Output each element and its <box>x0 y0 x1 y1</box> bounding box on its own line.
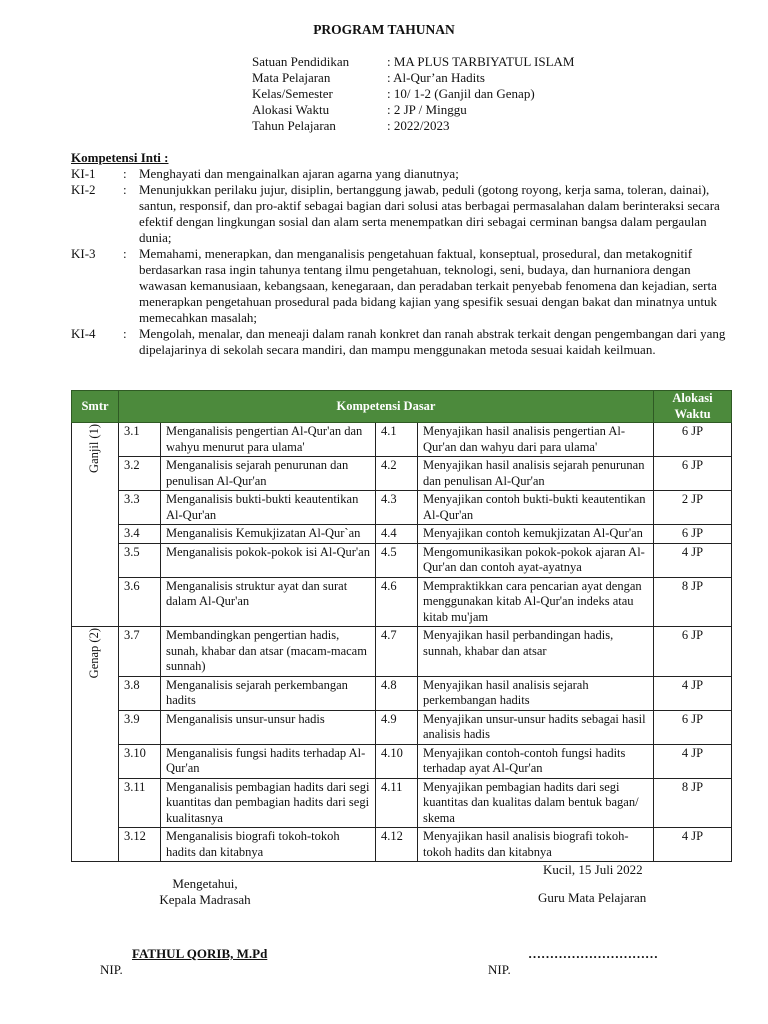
kd3-text: Menganalisis sejarah perkembangan hadits <box>161 676 376 710</box>
table-row <box>72 710 732 744</box>
table-row <box>72 577 732 627</box>
jp-cell: 4 JP <box>654 543 732 577</box>
kd3-text: Menganalisis biografi tokoh-tokoh hadits dan kitabnya <box>161 828 376 862</box>
kd3-number: 3.8 <box>119 676 161 710</box>
ki-colon: : <box>123 246 127 261</box>
table-row <box>72 744 732 778</box>
kd4-text: Menyajikan contoh bukti-bukti keautentikan Al-Qur'an <box>418 491 654 525</box>
jp-cell: 6 JP <box>654 525 732 544</box>
semester-label: Genap (2) <box>87 628 102 679</box>
info-value: : 2 JP / Minggu <box>387 102 467 117</box>
kd3-text: Menganalisis pokok-pokok isi Al-Qur'an <box>161 543 376 577</box>
kd4-text: Menyajikan contoh-contoh fungsi hadits terhadap ayat Al-Qur'an <box>418 744 654 778</box>
header-alokasi-waktu: Alokasi Waktu <box>654 391 732 423</box>
kd3-number: 3.12 <box>119 828 161 862</box>
kd4-text: Menyajikan contoh kemukjizatan Al-Qur'an <box>418 525 654 544</box>
kd4-number: 4.11 <box>376 778 418 828</box>
kd4-text: Menyajikan hasil analisis sejarah perkembangan hadits <box>418 676 654 710</box>
info-row <box>252 102 574 118</box>
table-row <box>72 828 732 862</box>
ki-code: KI-1 <box>71 166 96 181</box>
kd4-text: Mempraktikkan cara pencarian ayat dengan menggunakan kitab Al-Qur'an indeks atau kitab mu'jam <box>418 577 654 627</box>
kd3-text: Menganalisis bukti-bukti keautentikan Al-Qur'an <box>161 491 376 525</box>
kd4-text: Menyajikan hasil analisis biografi tokoh-tokoh hadits dan kitabnya <box>418 828 654 862</box>
info-label: Tahun Pelajaran <box>252 118 336 133</box>
jp-cell: 2 JP <box>654 491 732 525</box>
jp-cell: 6 JP <box>654 710 732 744</box>
header-smtr: Smtr <box>72 391 119 423</box>
table-header-row <box>72 391 732 423</box>
ki-heading: Kompetensi Inti : <box>71 150 169 165</box>
signature-date: Kucil, 15 Juli 2022 <box>543 862 643 877</box>
kd4-number: 4.8 <box>376 676 418 710</box>
kd4-text: Mengomunikasikan pokok-pokok ajaran Al-Qur'an dan contoh ayat-ayatnya <box>418 543 654 577</box>
jp-cell: 4 JP <box>654 744 732 778</box>
kd3-number: 3.10 <box>119 744 161 778</box>
ki-text: Menunjukkan perilaku jujur, disiplin, bertanggung jawab, peduli (gotong royong, kerja sama, toleran, dainai), santun, responsif, dan pro-aktif sebagai bagian dari solusi atas berbagai permasalahan dalam berinteraksi secara efektif dengan lingkungan sosial dan alam serta menempatkan diri sebagai cerminan bangsa dalam pergaulan dunia; <box>139 182 720 245</box>
semester-label: Ganjil (1) <box>87 424 102 473</box>
ki-text: Mengolah, menalar, dan meneaji dalam ranah konkret dan ranah abstrak terkait dengan pengembangan dari yang dipelajarinya di sekolah secara mandiri, dan mampu menggunakan metoda sesuai kaidah keilmuan. <box>139 326 726 357</box>
kd3-number: 3.2 <box>119 457 161 491</box>
jp-cell: 8 JP <box>654 577 732 627</box>
info-row <box>252 118 574 134</box>
kd4-number: 4.4 <box>376 525 418 544</box>
semester-cell <box>72 423 119 627</box>
kd3-text: Membandingkan pengertian hadis, sunah, khabar dan atsar (macam-macam sunnah) <box>161 627 376 677</box>
table-row <box>72 525 732 544</box>
signature-left-line1: Mengetahui, <box>172 876 238 891</box>
semester-cell <box>72 627 119 862</box>
kd3-number: 3.11 <box>119 778 161 828</box>
kd3-number: 3.6 <box>119 577 161 627</box>
jp-cell: 4 JP <box>654 676 732 710</box>
ki-colon: : <box>123 326 127 341</box>
kd3-number: 3.1 <box>119 423 161 457</box>
kd4-number: 4.5 <box>376 543 418 577</box>
table-row <box>72 423 732 457</box>
kd3-text: Menganalisis sejarah penurunan dan penulisan Al-Qur'an <box>161 457 376 491</box>
signature-right-title: Guru Mata Pelajaran <box>538 890 647 905</box>
ki-text: Menghayati dan mengainalkan ajaran agarna yang dianutnya; <box>139 166 459 181</box>
kd4-number: 4.6 <box>376 577 418 627</box>
kd4-number: 4.3 <box>376 491 418 525</box>
jp-cell: 6 JP <box>654 627 732 677</box>
info-value: : 2022/2023 <box>387 118 450 133</box>
kd4-text: Menyajikan unsur-unsur hadits sebagai hasil analisis hadis <box>418 710 654 744</box>
kd3-number: 3.5 <box>119 543 161 577</box>
table-row <box>72 676 732 710</box>
jp-cell: 6 JP <box>654 423 732 457</box>
info-row <box>252 70 574 86</box>
ki-colon: : <box>123 182 127 197</box>
jp-cell: 6 JP <box>654 457 732 491</box>
signature-left-block <box>150 876 260 908</box>
ki-list <box>71 166 731 358</box>
table-row <box>72 778 732 828</box>
table-row <box>72 627 732 677</box>
kd4-number: 4.9 <box>376 710 418 744</box>
info-label: Mata Pelajaran <box>252 70 331 85</box>
jp-cell: 4 JP <box>654 828 732 862</box>
kd3-number: 3.4 <box>119 525 161 544</box>
ki-code: KI-3 <box>71 246 96 261</box>
info-value: : 10/ 1-2 (Ganjil dan Genap) <box>387 86 535 101</box>
kd3-text: Menganalisis pembagian hadits dari segi kuantitas dan pembagian hadits dari segi kualitasnya <box>161 778 376 828</box>
kd3-text: Menganalisis unsur-unsur hadis <box>161 710 376 744</box>
teacher-nip: NIP. <box>488 962 511 977</box>
kd4-number: 4.7 <box>376 627 418 677</box>
info-row <box>252 86 574 102</box>
info-row <box>252 54 574 70</box>
ki-item <box>71 182 731 246</box>
document-title: PROGRAM TAHUNAN <box>313 22 455 37</box>
info-label: Alokasi Waktu <box>252 102 330 117</box>
kd3-text: Menganalisis pengertian Al-Qur'an dan wahyu menurut para ulama' <box>161 423 376 457</box>
kd4-text: Menyajikan hasil analisis pengertian Al-Qur'an dan wahyu dari para ulama' <box>418 423 654 457</box>
info-label: Satuan Pendidikan <box>252 54 350 69</box>
ki-item <box>71 246 731 326</box>
headmaster-name: FATHUL QORIB, M.Pd <box>132 946 268 961</box>
kd3-text: Menganalisis Kemukjizatan Al-Qur`an <box>161 525 376 544</box>
info-value: : Al-Qur’an Hadits <box>387 70 485 85</box>
ki-code: KI-4 <box>71 326 96 341</box>
ki-text: Memahami, menerapkan, dan menganalisis pengetahuan faktual, konseptual, prosedural, dan metakognitif berdasarkan rasa ingin tahunya tentang ilmu pengetahuan, teknologi, seni, budaya, dan hurnaniora dengan wawasan kemanusiaan, kebangsaan, kenegaraan, dan peradaban terkait penyebab fenomena dan kejadian, serta menerapkan pengetahuan prosedural pada bidang kajian yang spesifik sesuai dengan bakat dan minatnya untuk memecahkan masalah; <box>139 246 717 325</box>
signature-left-line2: Kepala Madrasah <box>159 892 251 907</box>
kd4-number: 4.10 <box>376 744 418 778</box>
kd3-number: 3.7 <box>119 627 161 677</box>
info-label: Kelas/Semester <box>252 86 333 101</box>
kd4-number: 4.2 <box>376 457 418 491</box>
table-row <box>72 491 732 525</box>
kd3-text: Menganalisis struktur ayat dan surat dalam Al-Qur'an <box>161 577 376 627</box>
kd3-text: Menganalisis fungsi hadits terhadap Al-Qur'an <box>161 744 376 778</box>
kd4-text: Menyajikan pembagian hadits dari segi kuantitas dan kualitas dalam bentuk bagan/ skema <box>418 778 654 828</box>
kompetensi-dasar-table <box>71 390 732 862</box>
header-kompetensi-dasar: Kompetensi Dasar <box>119 391 654 423</box>
table-row <box>72 457 732 491</box>
kd3-number: 3.9 <box>119 710 161 744</box>
ki-item <box>71 326 731 358</box>
identity-block <box>252 54 574 134</box>
ki-code: KI-2 <box>71 182 96 197</box>
table-row <box>72 543 732 577</box>
kd4-text: Menyajikan hasil analisis sejarah penurunan dan penulisan Al-Qur'an <box>418 457 654 491</box>
headmaster-nip: NIP. <box>100 962 123 977</box>
kd4-number: 4.1 <box>376 423 418 457</box>
jp-cell: 8 JP <box>654 778 732 828</box>
kd4-number: 4.12 <box>376 828 418 862</box>
kd3-number: 3.3 <box>119 491 161 525</box>
ki-colon: : <box>123 166 127 181</box>
teacher-name-placeholder: ………………………… <box>528 946 658 961</box>
kd4-text: Menyajikan hasil perbandingan hadis, sunnah, khabar dan atsar <box>418 627 654 677</box>
ki-item <box>71 166 731 182</box>
info-value: : MA PLUS TARBIYATUL ISLAM <box>387 54 575 69</box>
